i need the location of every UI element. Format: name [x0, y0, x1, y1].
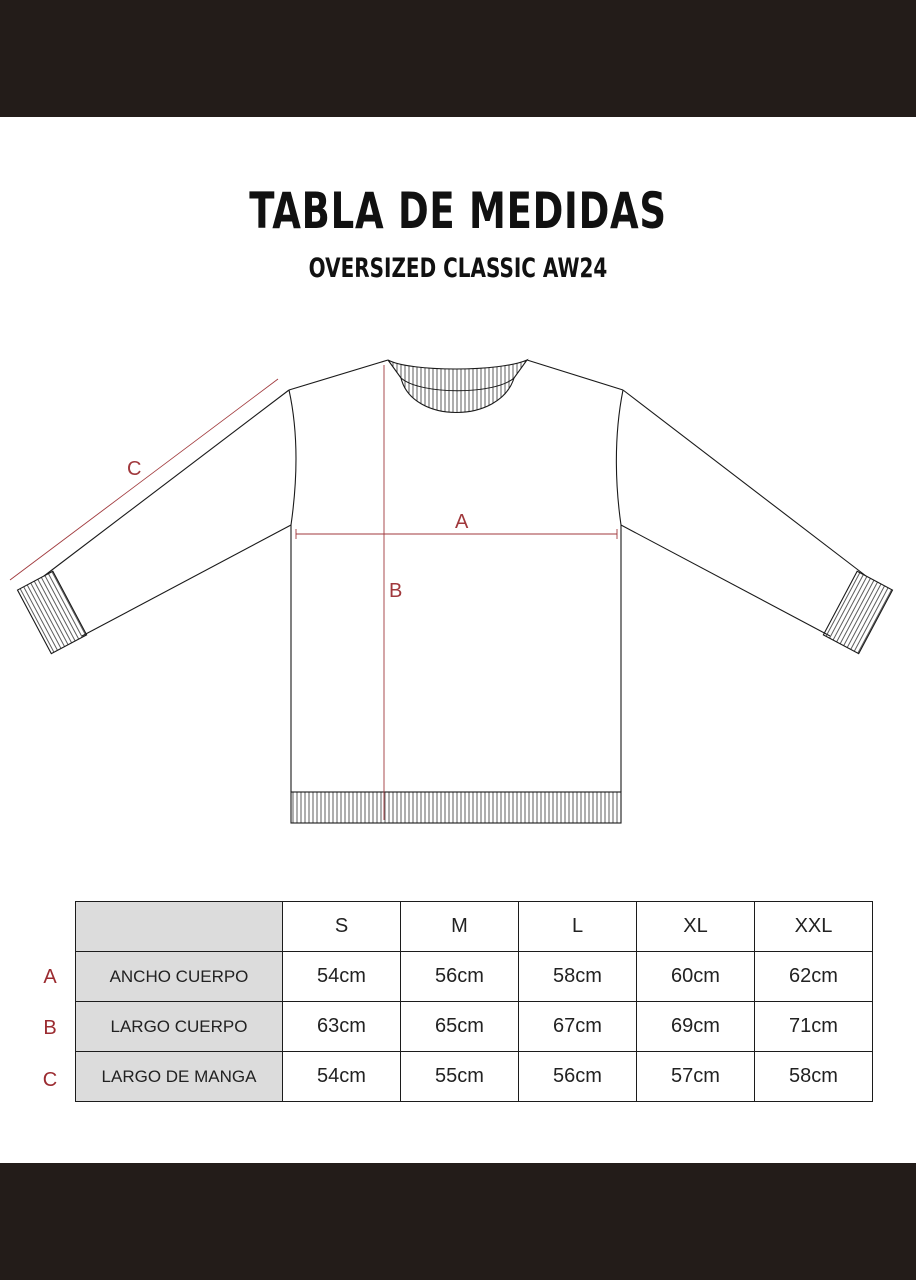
table-row	[76, 1052, 873, 1102]
table-cell: 69cm	[637, 1002, 755, 1052]
row-letter-c: C	[42, 1069, 58, 1091]
size-header-l: L	[519, 902, 637, 952]
collar-rib	[388, 360, 527, 413]
row-label: LARGO DE MANGA	[76, 1052, 283, 1102]
page-subtitle: OVERSIZED CLASSIC AW24	[308, 253, 608, 284]
row-letter-a: A	[43, 966, 57, 988]
sweater-diagram	[0, 330, 916, 840]
table-cell: 58cm	[755, 1052, 873, 1102]
row-letter-b: B	[43, 1017, 57, 1039]
size-header-s: S	[283, 902, 401, 952]
table-cell: 56cm	[519, 1052, 637, 1102]
left-cuff	[18, 571, 87, 653]
table-cell: 67cm	[519, 1002, 637, 1052]
measure-line-c	[10, 379, 278, 580]
size-header-xl: XL	[637, 902, 755, 952]
right-cuff	[823, 571, 892, 653]
table-cell: 65cm	[401, 1002, 519, 1052]
table-row	[76, 952, 873, 1002]
size-header-m: M	[401, 902, 519, 952]
table-cell: 62cm	[755, 952, 873, 1002]
table-cell: 57cm	[637, 1052, 755, 1102]
table-cell: 54cm	[283, 1052, 401, 1102]
top-band	[0, 0, 916, 117]
sweater-outline	[44, 360, 866, 792]
row-label: ANCHO CUERPO	[76, 952, 283, 1002]
size-header-xxl: XXL	[755, 902, 873, 952]
label-b: B	[389, 580, 403, 602]
row-label: LARGO CUERPO	[76, 1002, 283, 1052]
table-cell: 55cm	[401, 1052, 519, 1102]
bottom-band	[0, 1163, 916, 1280]
table-cell: 58cm	[519, 952, 637, 1002]
table-cell: 71cm	[755, 1002, 873, 1052]
label-c: C	[127, 458, 142, 480]
table-header-row	[76, 902, 873, 952]
table-cell: 56cm	[401, 952, 519, 1002]
table-cell: 60cm	[637, 952, 755, 1002]
table-row	[76, 1002, 873, 1052]
hem-rib	[291, 792, 621, 823]
page-title: TABLA DE MEDIDAS	[249, 182, 667, 240]
table-cell: 63cm	[283, 1002, 401, 1052]
size-table	[75, 901, 873, 1102]
table-cell: 54cm	[283, 952, 401, 1002]
header-corner-cell	[76, 902, 283, 952]
label-a: A	[455, 511, 469, 533]
